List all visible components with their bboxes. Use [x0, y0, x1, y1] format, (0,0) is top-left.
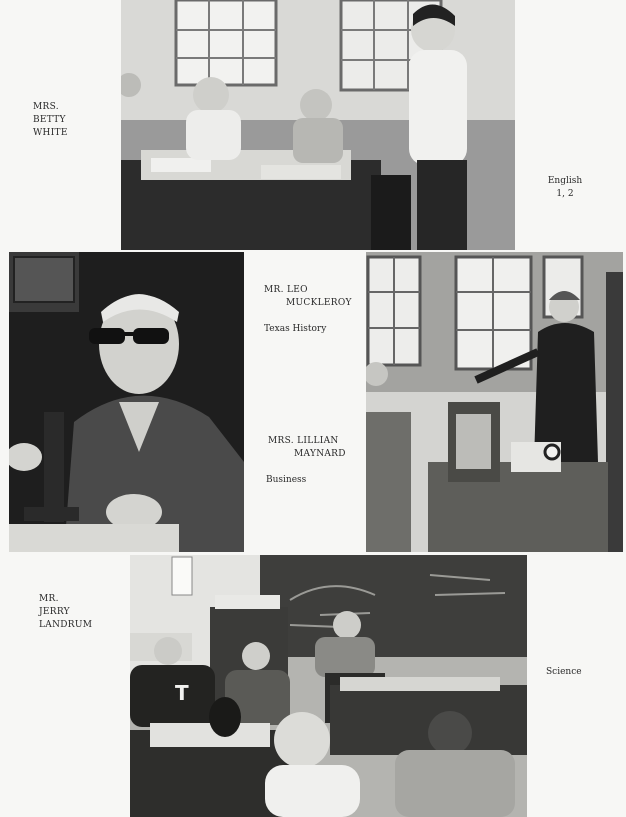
teacher-last-name: LANDRUM: [39, 620, 93, 630]
photo-typing-classroom: [366, 252, 623, 552]
course-numbers: 1, 2: [556, 189, 574, 199]
svg-text:T: T: [175, 681, 189, 705]
photo-leo-muckleroy-microscope: [9, 252, 244, 552]
caption-jerry-landrum: [39, 593, 92, 632]
caption-lillian-maynard: [268, 435, 346, 461]
photo-english-classroom: [121, 0, 515, 250]
teacher-title: MR.: [39, 594, 59, 604]
teacher-last-name: MUCKLEROY: [286, 298, 352, 308]
teacher-first-name: BETTY: [33, 115, 66, 125]
caption-betty-white: [33, 101, 68, 140]
teacher-title: MRS.: [33, 102, 59, 112]
subject-texas-history: Texas History: [264, 324, 327, 334]
subject-business: Business: [266, 475, 307, 485]
teacher-title-first: MR. LEO: [264, 285, 308, 295]
subject-english: [545, 175, 585, 201]
subject-name: English: [547, 176, 583, 186]
caption-leo-muckleroy: [264, 284, 352, 310]
subject-science: Science: [546, 667, 582, 677]
photo-science-classroom: [130, 555, 527, 817]
teacher-title-first: MRS. LILLIAN: [268, 436, 339, 446]
teacher-last-name: WHITE: [33, 128, 68, 138]
teacher-last-name: MAYNARD: [294, 449, 346, 459]
teacher-first-name: JERRY: [39, 607, 70, 617]
